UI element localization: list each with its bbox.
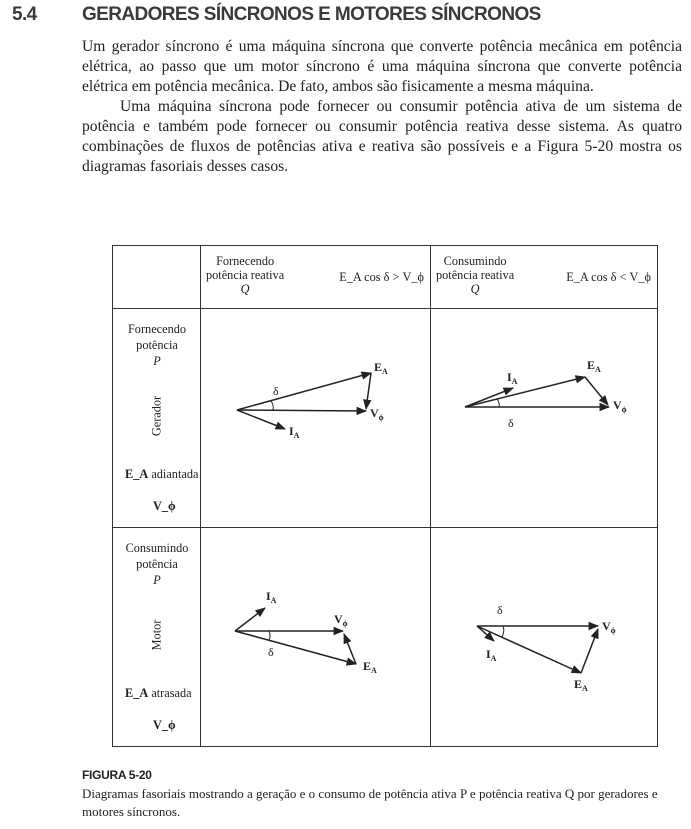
header-row: [113, 246, 658, 309]
jxsia-phasor: [581, 629, 598, 673]
column-condition: E_A cos δ > V_ϕ: [339, 270, 424, 284]
machine-label-generator: Gerador: [149, 395, 164, 437]
delta-label: δ: [268, 645, 274, 659]
corner-cell: [113, 246, 201, 309]
ia-label: $I_A$: [289, 424, 300, 440]
column-header-line1: Fornecendo: [216, 254, 275, 268]
row-header-p: P: [153, 354, 161, 368]
ea-symbol: E_A: [125, 686, 149, 700]
figure-caption-title: FIGURA 5-20: [82, 768, 152, 782]
ia-label: $I_A$: [507, 370, 518, 386]
ia-label: $I_A$: [266, 589, 277, 605]
section-number: 5.4: [12, 4, 37, 25]
ea-label: $E_A$: [587, 358, 601, 374]
column-header-consuming: [431, 246, 658, 309]
delta-arc: [497, 399, 499, 407]
row-header-p: P: [153, 573, 161, 587]
ia-label: $I_A$: [486, 647, 497, 663]
vphi-symbol: V_ϕ: [153, 718, 176, 732]
phasor-diagram-motor-consuming: [431, 528, 658, 746]
vphi-symbol: V_ϕ: [153, 499, 176, 513]
section-heading: [12, 4, 682, 26]
delta-label: δ: [508, 416, 514, 430]
row-header-line2: potência: [136, 338, 178, 352]
column-condition: E_A cos δ < V_ϕ: [566, 270, 651, 284]
phasor-figure-table: [112, 245, 658, 747]
ea-label: $E_A$: [363, 659, 377, 675]
jxsia-phasor: [585, 377, 608, 405]
row-header-generator: [113, 309, 201, 528]
ea-phasor: [477, 626, 581, 673]
vphi-label: $V_\phi$: [602, 619, 616, 635]
column-header-line1: Consumindo: [443, 254, 507, 268]
ea-phasor: [237, 373, 371, 410]
delta-label: δ: [273, 384, 279, 398]
phasor-diagram-gen-consuming: [431, 309, 658, 527]
delta-arc: [269, 631, 270, 640]
vphi-phasor: [237, 410, 366, 411]
figure-caption-text: Diagramas fasoriais mostrando a geração e o consumo de potência ativa P e potência reativa Q por geradores e motores síncronos.: [82, 786, 658, 819]
row-header-line1: Consumindo: [125, 541, 189, 555]
column-header-line2: potência reativa: [436, 268, 515, 282]
section-title: GERADORES SÍNCRONOS E MOTORES SÍNCRONOS: [82, 4, 541, 25]
row-generator: [113, 309, 658, 528]
paragraph-1: Um gerador síncrono é uma máquina síncrona que converte potência mecânica em potência elétrica, ao passo que um motor síncrono é uma máquina síncrona que converte potência elétrica em potência mecânica. De fato, ambos são fisicamente a mesma máquina.: [82, 38, 682, 95]
row-header-line2: potência: [136, 557, 178, 571]
delta-label: δ: [497, 603, 503, 617]
ea-label: $E_A$: [574, 677, 588, 693]
column-header-line2: potência reativa: [206, 268, 285, 282]
diagram-cell-motor-supplying: [201, 528, 431, 747]
diagram-cell-motor-consuming: [431, 528, 658, 747]
row-motor: [113, 528, 658, 747]
phasor-diagram-gen-supplying: [201, 309, 431, 527]
row-header-line1: Fornecendo: [127, 322, 187, 336]
row-header-motor: [113, 528, 201, 747]
delta-arc: [502, 626, 504, 637]
ea-phasor: [465, 377, 585, 407]
ea-label: $E_A$: [374, 360, 388, 376]
phasor-diagram-motor-supplying: [201, 528, 431, 746]
machine-label-motor: Motor: [149, 619, 164, 651]
vphi-label: $V_\phi$: [613, 398, 627, 414]
ia-phasor: [237, 410, 285, 429]
body-text: [82, 37, 682, 177]
column-header-supplying: [201, 246, 431, 309]
paragraph-2: Uma máquina síncrona pode fornecer ou consumir potência ativa de um sistema de potência e também pode fornecer ou consumir potência reativa desse sistema. As quatro combinações de fluxos de potências ativa e reativa são possíveis e a Figura 5-20 mostra os diagramas fasoriais desses casos.: [82, 98, 682, 175]
jxsia-phasor: [344, 634, 356, 664]
delta-arc: [271, 401, 273, 410]
ea-symbol: E_A: [125, 467, 149, 481]
ea-state: atrasada: [151, 686, 192, 700]
ea-phasor: [235, 631, 356, 664]
column-header-q: Q: [240, 282, 250, 296]
diagram-cell-gen-supplying: [201, 309, 431, 528]
ea-state: adiantada: [151, 467, 199, 481]
column-header-q: Q: [470, 282, 480, 296]
vphi-label: $V_\phi$: [370, 406, 384, 422]
jxsia-phasor: [366, 373, 371, 409]
diagram-cell-gen-consuming: [431, 309, 658, 528]
ia-phasor: [235, 608, 265, 631]
vphi-label: $V_\phi$: [334, 612, 348, 628]
ia-phasor: [477, 626, 494, 641]
